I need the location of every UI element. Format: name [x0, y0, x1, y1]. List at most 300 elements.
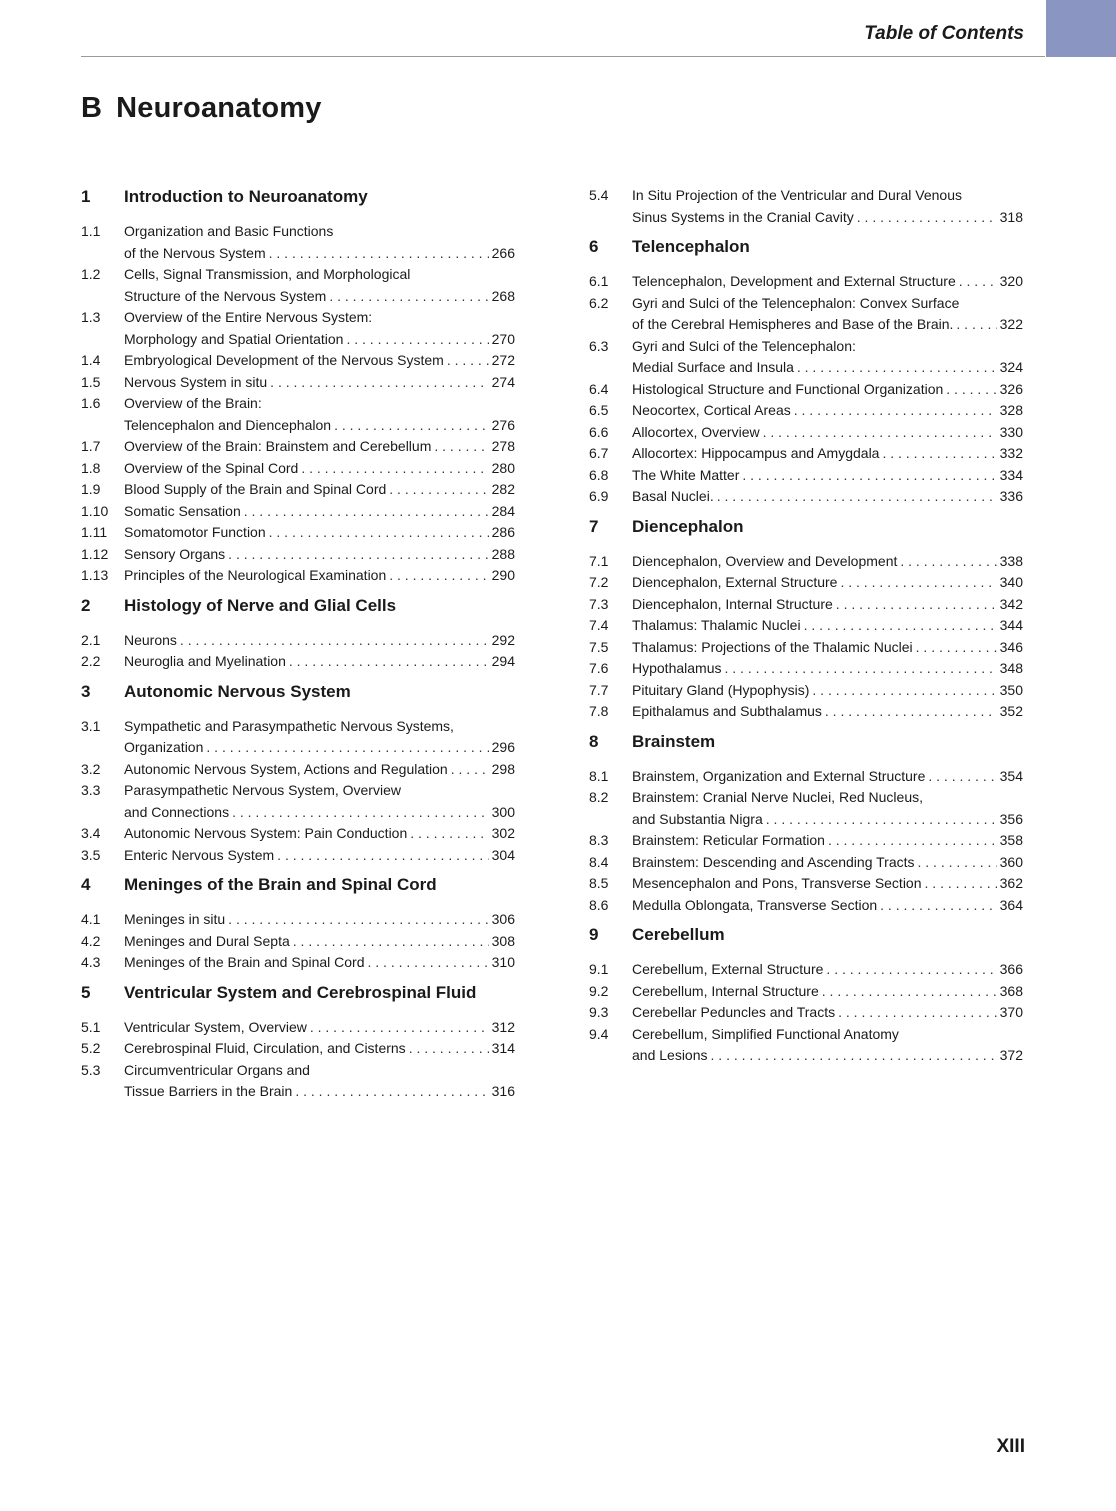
- dot-leader: [717, 486, 997, 508]
- entry-body: [632, 830, 1023, 852]
- entry-body: [124, 393, 515, 436]
- entry-title: Medulla Oblongata, Transverse Section: [632, 896, 878, 913]
- dot-leader: [804, 615, 997, 637]
- entry-number: 9.3: [589, 1004, 609, 1020]
- chapter-number: 9: [589, 925, 599, 944]
- toc-entry[interactable]: [589, 959, 1023, 981]
- entry-title: Autonomic Nervous System: Pain Conduction: [124, 825, 408, 841]
- entry-number: 1.11: [81, 524, 108, 540]
- dot-leader: [826, 959, 996, 981]
- dot-leader: [711, 1045, 997, 1067]
- entry-number: 8.6: [589, 896, 609, 913]
- entry-body: [632, 680, 1023, 702]
- entry-title: Cerebellum, Simplified Functional Anatomy: [632, 1025, 899, 1042]
- chapter-number: 5: [81, 982, 91, 1002]
- entry-title: Neocortex, Cortical Areas: [632, 402, 791, 418]
- entry-title: Hypothalamus: [632, 660, 722, 676]
- entry-title: Brainstem: Reticular Formation: [632, 832, 825, 848]
- toc-entry[interactable]: [589, 680, 1023, 702]
- entry-title: Sensory Organs: [124, 545, 226, 562]
- entry-body: [632, 959, 1023, 981]
- entry-title: The White Matter: [632, 466, 740, 483]
- entry-number: 2.1: [81, 631, 101, 648]
- entry-line: [124, 243, 515, 265]
- chapter-title: Meninges of the Brain and Spinal Cord: [124, 875, 437, 894]
- chapter-heading[interactable]: [81, 981, 515, 1017]
- entry-number: 8.1: [589, 767, 609, 784]
- entry-line: [124, 565, 515, 587]
- chapter-heading[interactable]: [589, 515, 1023, 551]
- part-letter: B: [81, 92, 103, 124]
- toc-entry[interactable]: [81, 1038, 515, 1060]
- entry-page-number: 328: [999, 402, 1023, 418]
- entry-body: [124, 845, 515, 867]
- toc-entry[interactable]: [81, 952, 515, 974]
- chapter-number: 7: [589, 516, 599, 536]
- dot-leader: [766, 809, 997, 831]
- entry-page-number: 278: [491, 438, 515, 454]
- chapter-number: 2: [81, 595, 91, 615]
- entry-line: [124, 823, 515, 845]
- entry-page-number: 326: [999, 380, 1023, 397]
- dot-leader: [857, 207, 997, 229]
- entry-page-number: 362: [999, 875, 1023, 891]
- chapter-title: Diencephalon: [632, 516, 744, 536]
- toc-entry[interactable]: [81, 759, 515, 781]
- entry-page-number: 330: [999, 423, 1023, 440]
- entry-title: Pituitary Gland (Hypophysis): [632, 681, 810, 698]
- entry-line: [124, 802, 515, 824]
- entry-line: [632, 271, 1023, 293]
- entry-line: [632, 852, 1023, 874]
- entry-number: 5.1: [81, 1018, 101, 1035]
- entry-title: Allocortex: Hippocampus and Amygdala: [632, 445, 880, 461]
- toc-entry[interactable]: [81, 716, 515, 759]
- entry-line: [632, 336, 1023, 358]
- entry-title: Embryological Development of the Nervous System: [124, 352, 444, 368]
- entry-title: Cerebellar Peduncles and Tracts: [632, 1004, 836, 1020]
- entry-page-number: 270: [491, 330, 515, 347]
- entry-number: 1.4: [81, 352, 101, 368]
- dot-leader: [410, 823, 488, 845]
- entry-body: [124, 221, 515, 264]
- entry-title: Diencephalon, Internal Structure: [632, 595, 833, 612]
- entry-title: Overview of the Spinal Cord: [124, 459, 299, 476]
- entry-body: [632, 1002, 1023, 1024]
- entry-number: 7.3: [589, 595, 609, 612]
- entry-line: [632, 400, 1023, 422]
- entry-page-number: 288: [491, 545, 515, 562]
- entry-title: of the Cerebral Hemispheres and Base of the Brain.: [632, 316, 954, 332]
- entry-body: [632, 787, 1023, 830]
- entry-number: 9.2: [589, 982, 609, 999]
- entry-page-number: 276: [491, 416, 515, 433]
- entry-number: 1.3: [81, 309, 101, 325]
- entry-page-number: 352: [999, 703, 1023, 719]
- entry-line: [124, 1038, 515, 1060]
- entry-line: [124, 1081, 515, 1103]
- entry-body: [124, 1038, 515, 1060]
- entry-number: 6.1: [589, 273, 609, 289]
- entry-page-number: 274: [491, 373, 515, 390]
- toc-entry[interactable]: [589, 271, 1023, 293]
- entry-line: [124, 286, 515, 308]
- entry-line: [632, 873, 1023, 895]
- toc-entry[interactable]: [589, 379, 1023, 401]
- toc-entry[interactable]: [589, 981, 1023, 1003]
- entry-number: 9.4: [589, 1025, 609, 1042]
- entry-title: Meninges and Dural Septa: [124, 932, 290, 949]
- toc-entry[interactable]: [589, 787, 1023, 830]
- toc-entry[interactable]: [81, 780, 515, 823]
- entry-line: [124, 952, 515, 974]
- entry-body: [124, 630, 515, 652]
- entry-number: 8.4: [589, 853, 609, 870]
- toc-entry[interactable]: [589, 465, 1023, 487]
- entry-body: [124, 522, 515, 544]
- entry-number: 1.6: [81, 395, 101, 411]
- entry-line: [632, 185, 1023, 207]
- entry-number: 6.2: [589, 294, 609, 311]
- chapter-heading[interactable]: [81, 185, 515, 221]
- dot-leader: [367, 952, 488, 974]
- toc-entry[interactable]: [81, 221, 515, 264]
- entry-body: [632, 766, 1023, 788]
- entry-number: 1.13: [81, 567, 109, 583]
- entry-body: [124, 716, 515, 759]
- toc-entry[interactable]: [589, 766, 1023, 788]
- entry-line: [632, 207, 1023, 229]
- dot-leader: [900, 551, 996, 573]
- dot-leader: [447, 350, 489, 372]
- entry-title: Autonomic Nervous System, Actions and Regulation: [124, 760, 448, 777]
- entry-body: [124, 952, 515, 974]
- entry-body: [632, 873, 1023, 895]
- entry-body: [632, 701, 1023, 723]
- entry-title: Allocortex, Overview: [632, 423, 760, 440]
- chapter-title: Telencephalon: [632, 237, 750, 256]
- entry-line: [124, 522, 515, 544]
- toc-entry[interactable]: [81, 372, 515, 394]
- toc-entry[interactable]: [81, 651, 515, 673]
- entry-title: Circumventricular Organs and: [124, 1061, 310, 1078]
- section-color-tab: [1046, 0, 1116, 57]
- entry-number: 8.3: [589, 832, 609, 848]
- entry-title: Overview of the Brain:: [124, 395, 262, 411]
- entry-number: 6.6: [589, 423, 609, 440]
- toc-entry[interactable]: [589, 637, 1023, 659]
- entry-line: [124, 479, 515, 501]
- entry-title: Sinus Systems in the Cranial Cavity: [632, 208, 854, 225]
- entry-number: 6.9: [589, 488, 609, 504]
- entry-title: Neurons: [124, 631, 177, 648]
- dot-leader: [880, 895, 997, 917]
- chapter-title: Brainstem: [632, 731, 716, 751]
- entry-title: and Connections: [124, 803, 230, 820]
- entry-line: [124, 909, 515, 931]
- dot-leader: [269, 243, 489, 265]
- entry-line: [124, 544, 515, 566]
- entry-page-number: 360: [999, 853, 1023, 870]
- dot-leader: [329, 286, 488, 308]
- toc-entry[interactable]: [589, 852, 1023, 874]
- entry-line: [632, 379, 1023, 401]
- chapter-number: 1: [81, 187, 91, 206]
- part-name: Neuroanatomy: [116, 92, 322, 124]
- entry-page-number: 334: [999, 466, 1023, 483]
- entry-title: Histological Structure and Functional Organization: [632, 380, 944, 397]
- entry-body: [632, 336, 1023, 379]
- entry-title: Overview of the Brain: Brainstem and Cerebellum: [124, 438, 432, 454]
- entry-number: 9.1: [589, 961, 609, 977]
- toc-entry[interactable]: [81, 264, 515, 307]
- entry-number: 3.3: [81, 782, 101, 798]
- entry-page-number: 312: [491, 1018, 515, 1035]
- entry-line: [632, 443, 1023, 465]
- entry-title: Sympathetic and Parasympathetic Nervous Systems,: [124, 717, 454, 734]
- toc-entry[interactable]: [589, 1024, 1023, 1067]
- entry-title: Mesencephalon and Pons, Transverse Section: [632, 875, 922, 891]
- entry-body: [124, 436, 515, 458]
- entry-page-number: 372: [999, 1047, 1023, 1063]
- entry-title: and Lesions: [632, 1047, 708, 1063]
- entry-body: [632, 572, 1023, 594]
- entry-title: Blood Supply of the Brain and Spinal Cord: [124, 481, 387, 497]
- dot-leader: [389, 565, 488, 587]
- toc-entry[interactable]: [589, 336, 1023, 379]
- entry-number: 4.1: [81, 911, 101, 927]
- entry-line: [632, 422, 1023, 444]
- entry-line: [124, 651, 515, 673]
- chapter-heading[interactable]: [589, 235, 1023, 271]
- toc-entry[interactable]: [81, 630, 515, 652]
- toc-entry[interactable]: [81, 931, 515, 953]
- toc-entry[interactable]: [589, 830, 1023, 852]
- dot-leader: [334, 415, 489, 437]
- entry-title: Brainstem, Organization and External Structure: [632, 767, 926, 784]
- entry-body: [124, 1017, 515, 1039]
- dot-leader: [825, 701, 997, 723]
- entry-number: 8.5: [589, 875, 609, 891]
- entry-body: [124, 909, 515, 931]
- entry-line: [124, 759, 515, 781]
- toc-entry[interactable]: [589, 701, 1023, 723]
- toc-entry[interactable]: [81, 909, 515, 931]
- entry-body: [632, 1024, 1023, 1067]
- entry-title: Diencephalon, External Structure: [632, 574, 838, 590]
- entry-title: Cerebellum, Internal Structure: [632, 982, 819, 999]
- toc-entry[interactable]: [81, 522, 515, 544]
- entry-body: [632, 443, 1023, 465]
- toc-entry[interactable]: [589, 658, 1023, 680]
- entry-page-number: 370: [999, 1004, 1023, 1020]
- toc-entry[interactable]: [81, 501, 515, 523]
- toc-entry[interactable]: [81, 393, 515, 436]
- entry-title: Meninges in situ: [124, 911, 226, 927]
- entry-body: [124, 823, 515, 845]
- dot-leader: [822, 981, 997, 1003]
- entry-body: [124, 307, 515, 350]
- entry-line: [632, 465, 1023, 487]
- entry-body: [632, 293, 1023, 336]
- entry-title: Cerebrospinal Fluid, Circulation, and Cisterns: [124, 1040, 406, 1056]
- entry-title: Telencephalon and Diencephalon: [124, 416, 332, 433]
- entry-body: [124, 458, 515, 480]
- entry-number: 4.2: [81, 932, 101, 949]
- dot-leader: [840, 572, 996, 594]
- toc-entry[interactable]: [81, 458, 515, 480]
- dot-leader: [946, 379, 996, 401]
- chapter-heading[interactable]: [81, 594, 515, 630]
- entry-number: 6.4: [589, 380, 609, 397]
- entry-body: [632, 895, 1023, 917]
- entry-page-number: 292: [491, 631, 515, 648]
- entry-line: [632, 830, 1023, 852]
- toc-entry[interactable]: [81, 350, 515, 372]
- toc-entry[interactable]: [81, 436, 515, 458]
- toc-entry[interactable]: [81, 307, 515, 350]
- entry-page-number: 336: [999, 488, 1023, 504]
- chapter-heading[interactable]: [81, 873, 515, 909]
- entry-body: [124, 479, 515, 501]
- entry-number: 6.5: [589, 402, 609, 418]
- chapter-heading[interactable]: [81, 680, 515, 716]
- toc-entry[interactable]: [589, 895, 1023, 917]
- entry-line: [632, 572, 1023, 594]
- entry-number: 7.5: [589, 638, 609, 655]
- toc-entry[interactable]: [589, 400, 1023, 422]
- entry-line: [632, 895, 1023, 917]
- entry-number: 7.4: [589, 617, 609, 633]
- dot-leader: [389, 479, 488, 501]
- toc-entry[interactable]: [589, 443, 1023, 465]
- dot-leader: [180, 630, 489, 652]
- entry-line: [124, 329, 515, 351]
- entry-line: [124, 221, 515, 243]
- entry-title: Medial Surface and Insula: [632, 359, 794, 375]
- entry-line: [632, 680, 1023, 702]
- entry-title: Tissue Barriers in the Brain: [124, 1083, 293, 1099]
- toc-entry[interactable]: [589, 1002, 1023, 1024]
- entry-body: [632, 400, 1023, 422]
- dot-leader: [918, 852, 997, 874]
- entry-title: Brainstem: Cranial Nerve Nuclei, Red Nucleus,: [632, 789, 923, 805]
- dot-leader: [828, 830, 997, 852]
- entry-number: 1.12: [81, 545, 109, 562]
- entry-line: [632, 701, 1023, 723]
- toc-entry[interactable]: [589, 572, 1023, 594]
- toc-entry[interactable]: [589, 551, 1023, 573]
- entry-body: [632, 379, 1023, 401]
- entry-number: 1.8: [81, 459, 101, 476]
- entry-title: Cells, Signal Transmission, and Morphological: [124, 266, 411, 282]
- dot-leader: [882, 443, 996, 465]
- entry-line: [632, 551, 1023, 573]
- dot-leader: [310, 1017, 489, 1039]
- toc-entry[interactable]: [81, 845, 515, 867]
- entry-line: [124, 630, 515, 652]
- entry-page-number: 356: [999, 810, 1023, 827]
- dot-leader: [794, 400, 997, 422]
- dot-leader: [836, 594, 997, 616]
- entry-body: [124, 372, 515, 394]
- entry-line: [124, 350, 515, 372]
- entry-body: [124, 350, 515, 372]
- entry-title: Ventricular System, Overview: [124, 1018, 307, 1035]
- toc-entry[interactable]: [589, 486, 1023, 508]
- chapter-number: 3: [81, 681, 91, 701]
- toc-entry[interactable]: [81, 823, 515, 845]
- entry-page-number: 304: [491, 846, 515, 863]
- entry-page-number: 282: [491, 481, 515, 497]
- dot-leader: [812, 680, 996, 702]
- entry-page-number: 318: [999, 208, 1023, 225]
- entry-title: Meninges of the Brain and Spinal Cord: [124, 954, 365, 970]
- entry-body: [632, 658, 1023, 680]
- entry-body: [124, 501, 515, 523]
- entry-line: [632, 293, 1023, 315]
- entry-line: [632, 637, 1023, 659]
- toc-entry[interactable]: [81, 1017, 515, 1039]
- entry-page-number: 294: [491, 653, 515, 669]
- entry-body: [124, 565, 515, 587]
- dot-leader: [270, 372, 488, 394]
- entry-line: [124, 716, 515, 738]
- toc-entry[interactable]: [589, 185, 1023, 228]
- dot-leader: [797, 357, 997, 379]
- toc-entry[interactable]: [589, 594, 1023, 616]
- entry-title: Thalamus: Projections of the Thalamic Nuclei: [632, 638, 913, 655]
- entry-number: 3.4: [81, 825, 101, 841]
- entry-number: 7.1: [589, 552, 609, 569]
- entry-body: [632, 551, 1023, 573]
- toc-entry[interactable]: [81, 479, 515, 501]
- toc-entry[interactable]: [589, 615, 1023, 637]
- entry-title: Parasympathetic Nervous System, Overview: [124, 782, 401, 798]
- entry-page-number: 266: [491, 244, 515, 261]
- toc-entry[interactable]: [81, 565, 515, 587]
- entry-number: 7.6: [589, 660, 609, 676]
- entry-title: Organization: [124, 739, 204, 755]
- entry-title: Overview of the Entire Nervous System:: [124, 309, 373, 325]
- chapter-title: Introduction to Neuroanatomy: [124, 187, 368, 206]
- entry-line: [632, 981, 1023, 1003]
- dot-leader: [277, 845, 488, 867]
- entry-number: 3.1: [81, 717, 101, 734]
- entry-page-number: 302: [491, 825, 515, 841]
- toc-entry[interactable]: [589, 873, 1023, 895]
- entry-page-number: 342: [999, 595, 1023, 612]
- entry-number: 7.2: [589, 574, 609, 590]
- chapter-heading[interactable]: [589, 923, 1023, 959]
- entry-body: [124, 780, 515, 823]
- toc-entry[interactable]: [589, 422, 1023, 444]
- entry-page-number: 322: [999, 316, 1023, 332]
- toc-entry[interactable]: [589, 293, 1023, 336]
- dot-leader: [838, 1002, 997, 1024]
- dot-leader: [293, 931, 489, 953]
- running-head: Table of Contents: [864, 23, 1024, 44]
- chapter-number: 4: [81, 875, 91, 894]
- toc-entry[interactable]: [81, 544, 515, 566]
- entry-page-number: 332: [999, 445, 1023, 461]
- entry-body: [632, 271, 1023, 293]
- toc-entry[interactable]: [81, 1060, 515, 1103]
- entry-body: [124, 931, 515, 953]
- dot-leader: [434, 436, 488, 458]
- entry-number: 2.2: [81, 653, 101, 669]
- chapter-heading[interactable]: [589, 730, 1023, 766]
